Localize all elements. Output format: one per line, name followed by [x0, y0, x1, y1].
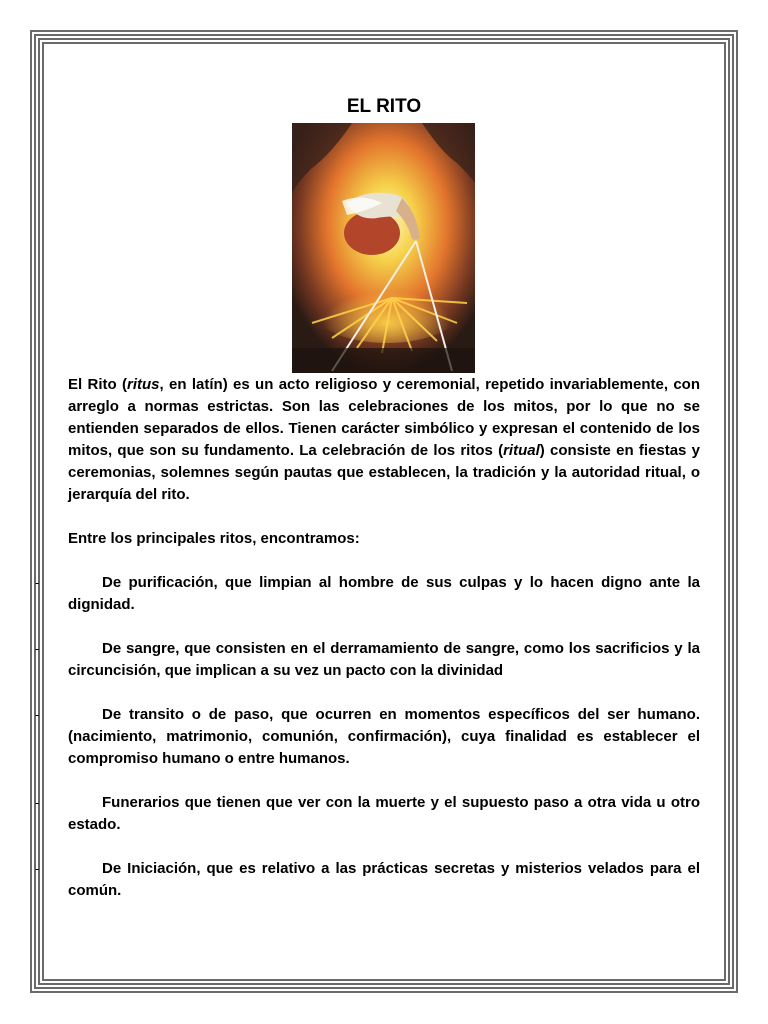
list-item-text: De sangre, que consisten en el derramamiento de sangre, como los sacrificios y la circuncisión, que implican a su vez un pacto con la divinidad — [68, 640, 700, 679]
page-title: EL RITO — [346, 96, 422, 117]
ancient-of-days-painting — [292, 123, 475, 373]
intro-text-2: , en latín) es un acto religioso y ceremonial, repetido invariablemente, con arreglo a normas estrictas. Son las celebraciones de los mitos, por lo que no se entienden separados de ellos. Tienen carácter simbólico y expresan el contenido de los mitos, que son su fundamento. La celebración de los ritos ( — [68, 376, 700, 459]
intro-text-1: El Rito ( — [68, 376, 127, 393]
bullet-marker: - — [35, 641, 40, 656]
list-intro: Entre los principales ritos, encontramos: — [68, 530, 360, 547]
list-item — [35, 704, 700, 770]
bullet-marker: - — [35, 707, 40, 722]
bullet-marker: - — [35, 795, 40, 810]
main-content — [35, 374, 700, 924]
list-item-text: Funerarios que tienen que ver con la muerte y el supuesto paso a otra vida u otro estado. — [68, 794, 700, 833]
list-item-text: De Iniciación, que es relativo a las prácticas secretas y misterios velados para el común. — [68, 860, 700, 899]
list-item-text: De purificación, que limpian al hombre de sus culpas y lo hacen digno ante la dignidad. — [68, 574, 700, 613]
list-item — [35, 572, 700, 616]
list-item — [35, 792, 700, 836]
intro-paragraph — [68, 374, 700, 506]
intro-italic-ritual: ritual — [503, 442, 540, 459]
list-item — [35, 638, 700, 682]
intro-italic-ritus: ritus — [127, 376, 160, 393]
bullet-marker: - — [35, 861, 40, 876]
list-item — [35, 858, 700, 902]
intro-text-3: ) consiste en fiestas y ceremonias, solemnes según pautas que establecen, la tradición y la autoridad ritual, o jerarquía del rito. — [68, 442, 700, 503]
list-item-text: De transito o de paso, que ocurren en momentos específicos del ser humano. (nacimiento, matrimonio, comunión, confirmación), cuya finalidad es establecer el compromiso humano o entre humanos. — [68, 706, 700, 767]
bullet-marker: - — [35, 575, 40, 590]
